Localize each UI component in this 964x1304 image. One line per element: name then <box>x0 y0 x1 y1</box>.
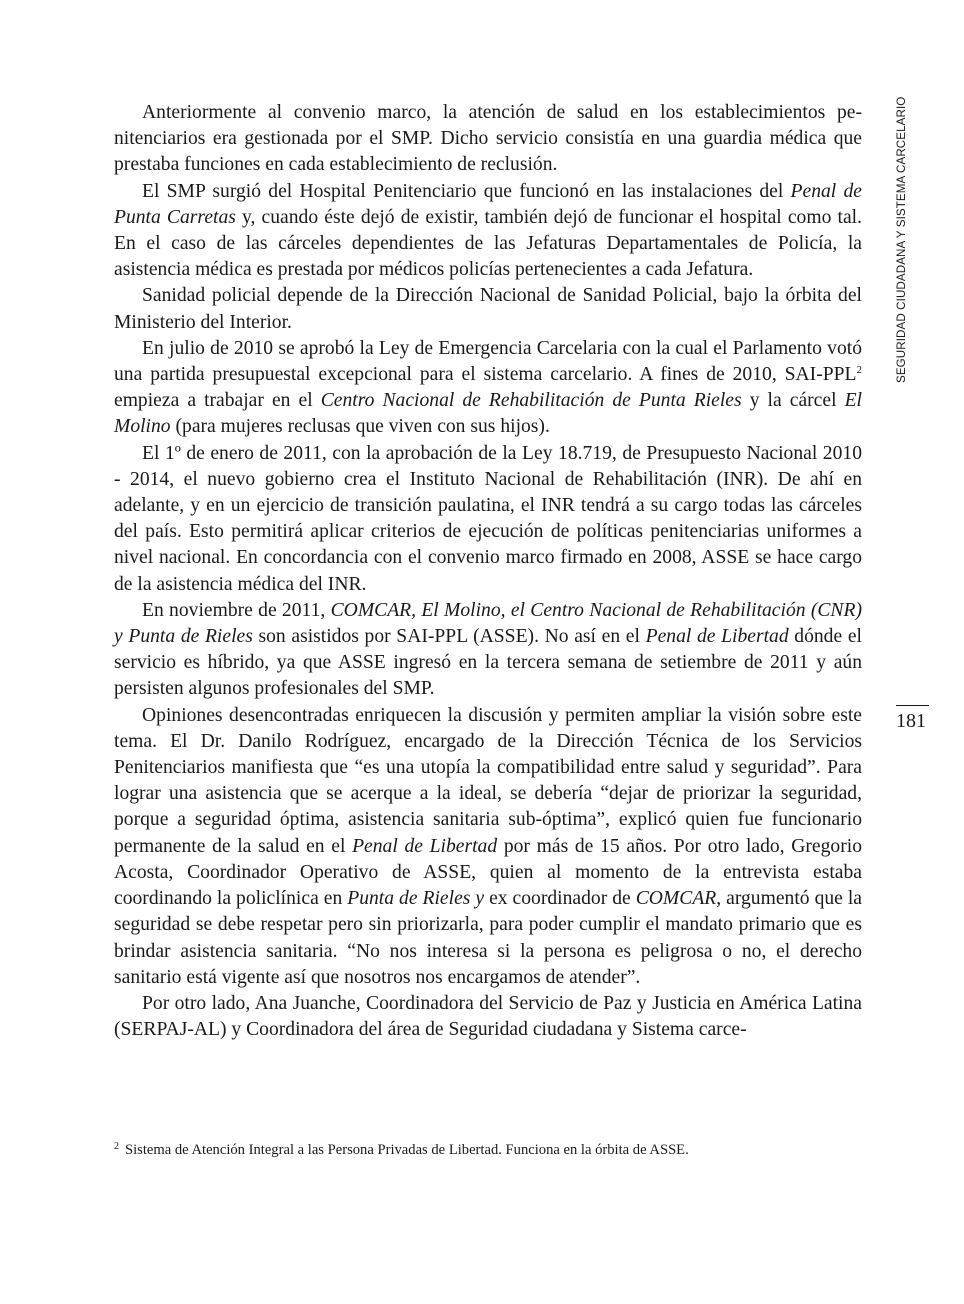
page-number: 181 <box>896 710 926 732</box>
text-run: dónde el servicio es híbrido, ya que ASSE ingresó en la tercera semana de setiembre de 2011 y aún persisten algunos profesionales del SMP. <box>114 626 862 700</box>
italic-text: COMCAR <box>635 888 717 910</box>
text-run: Anteriormente al convenio marco, la atención de salud en los establecimientos penitenciarios era gestionada por el SMP. Dicho servicio consistía en una guardia médica que prestaba funciones en cada establecimiento de reclusión. <box>114 102 862 176</box>
text-run: (para mujeres reclusas que viven con sus hijos). <box>170 416 550 438</box>
text-run: Por otro lado, Ana Juanche, Coordinadora del Servicio de Paz y Justicia en América Latina (SERPAJ-AL) y Coordinadora del área de Seguridad ciudadana y Sistema carce- <box>114 992 862 1041</box>
italic-text: Punta de Rieles y <box>347 888 485 910</box>
text-run: y la cárcel <box>741 390 845 412</box>
italic-text: Penal de Libertad <box>352 835 498 857</box>
paragraph <box>114 283 862 335</box>
running-head: SEGURIDAD CIUDADANA Y SISTEMA CARCELARIO <box>895 96 908 383</box>
paragraph <box>114 991 862 1043</box>
text-run: empieza a trabajar en el <box>114 390 321 412</box>
italic-text: Penal de Libertad <box>645 626 789 648</box>
text-run: El SMP surgió del Hospital Penitenciario que funcionó en las instalaciones del <box>142 180 791 202</box>
paragraph <box>114 336 862 441</box>
text-run: ex coordinador de <box>484 888 636 910</box>
italic-text: COMCAR, El Molino, el Centro Nacional de Rehabilitación (CNR) y Punta de Rieles <box>114 599 862 648</box>
text-run: En noviembre de 2011, <box>142 599 331 621</box>
italic-text: Penal de Punta Carretas <box>114 180 862 228</box>
italic-text: El Molino <box>114 390 862 438</box>
paragraph <box>114 100 862 179</box>
paragraph <box>114 703 862 991</box>
text-run: y, cuando éste dejó de existir, también dejó de funcionar el hospital como tal. En el caso de las cárceles dependientes de las Jefaturas Departamentales de Policía, la asistencia médica es prestada por médicos policías pertenecientes a cada Jefatura. <box>114 206 863 281</box>
text-run: Sanidad policial depende de la Dirección Nacional de Sanidad Policial, bajo la órbita del Ministerio del Interior. <box>114 285 862 333</box>
text-run: En julio de 2010 se aprobó la Ley de Emergencia Carcelaria con la cual el Parlamento votó una partida presupuestal excepcional para el sistema carcelario. A fines de 2010, SAI-PPL <box>114 337 862 386</box>
page-number-rule <box>896 705 929 706</box>
text-run: Opiniones desencontradas enriquecen la discusión y permiten ampliar la visión sobre este tema. El Dr. Danilo Rodríguez, encargado de la Dirección Técnica de los Servicios Penitenciarios manifiesta que “es una utopía la compatibilidad entre salud y seguridad”. Para lograr una asistencia que se acerque a la ideal, se debería “dejar de priorizar la seguridad, porque a seguridad óptima, asistencia sanitaria sub-óptima”, explicó quien fue funcionario permanente de la salud en el <box>114 704 862 857</box>
text-run: son asistidos por SAI-PPL (ASSE). No así en el <box>252 626 646 648</box>
text-run: El 1º de enero de 2011, con la aprobación de la Ley 18.719, de Presupuesto Nacional 2010 - 2014, el nuevo gobierno crea el Instituto Nacional de Rehabilitación (INR). De ahí en adelante, y en un ejercicio de transición paulatina, el INR tendrá a su cargo todas las cárceles del país. Esto permitirá aplicar criterios de ejecución de políticas penitenciarias uniformes a nivel nacional. En concordancia con el convenio marco firmado en 2008, ASSE se hace cargo de la asistencia médica del INR. <box>114 442 862 595</box>
footnote <box>114 1140 874 1160</box>
paragraph <box>114 598 862 703</box>
text-run: , argumentó que la seguridad se debe respetar pero sin priorizarla, para poder cumplir el mandato primario que es brindar asistencia sanitaria. “No nos interesa si la persona es peligrosa o no, el derecho sanitario está vigente así que nosotros nos encargamos de atender”. <box>114 888 862 988</box>
footnote-text: Sistema de Atención Integral a las Persona Privadas de Libertad. Funciona en la órbita de ASSE. <box>125 1142 689 1158</box>
paragraph <box>114 441 862 598</box>
italic-text: Centro Nacional de Rehabilitación de Punta Rieles <box>320 390 742 412</box>
footnote-reference: 2 <box>856 364 862 377</box>
paragraph <box>114 179 862 284</box>
footnote-marker: 2 <box>114 1141 119 1152</box>
text-run: por más de 15 años. Por otro lado, Gregorio Acosta, Coordinador Operativo de ASSE, quien al momento de la entrevista estaba coordinando la policlínica en <box>114 835 862 910</box>
body-text <box>114 100 862 1043</box>
